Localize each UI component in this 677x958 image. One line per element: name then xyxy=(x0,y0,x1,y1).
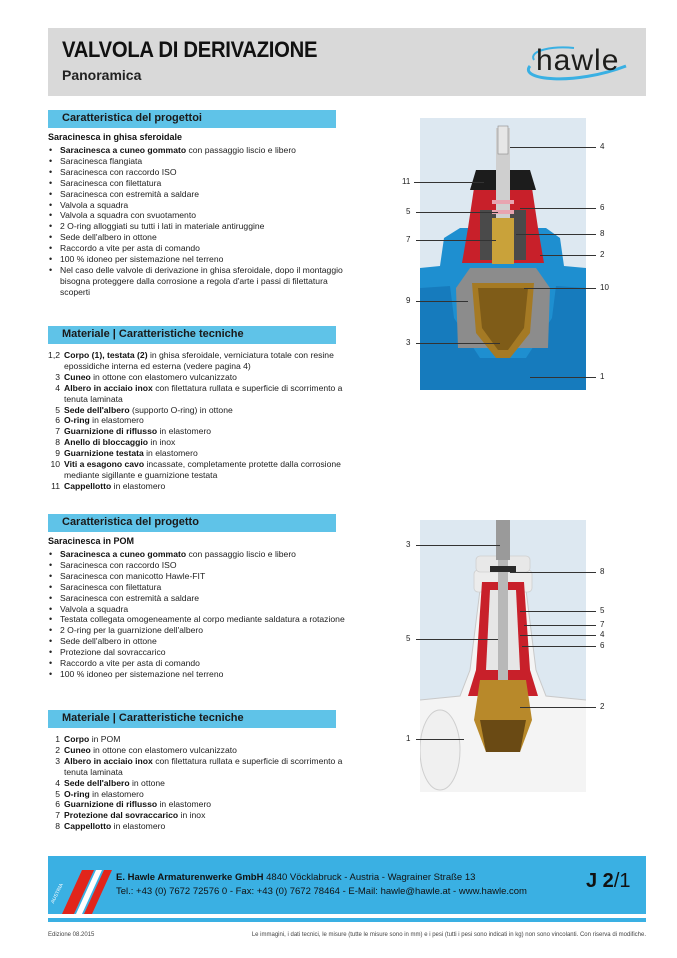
list-item xyxy=(48,669,348,680)
item-text: in ottone con elastomero vulcanizzato xyxy=(90,371,237,382)
item-number: 6 xyxy=(55,799,60,810)
list-item xyxy=(48,189,348,200)
list-item-text: Saracinesca con filettatura xyxy=(60,177,162,188)
list-item xyxy=(48,571,348,582)
callout-1: 1 xyxy=(406,734,411,743)
callout-line xyxy=(520,611,596,612)
list-item xyxy=(48,232,348,243)
callout-line xyxy=(516,234,596,235)
section-heading-text: Caratteristica del progettoi xyxy=(62,112,202,124)
section-heading-text: Materiale | Caratteristiche tecniche xyxy=(62,328,244,340)
list-item-text: 100 % idoneo per sistemazione nel terreno xyxy=(60,668,224,679)
item-bold: Sede dell'albero xyxy=(64,777,130,788)
list-item-text: 2 O-ring per la guarnizione dell'albero xyxy=(60,625,204,636)
numbered-item xyxy=(48,799,348,810)
list-item-text: Sede dell'albero in ottone xyxy=(60,232,157,243)
item-bold: Cuneo xyxy=(64,371,91,382)
list-item-text: Valvola a squadra con svuotamento xyxy=(60,210,196,221)
company-name: E. Hawle Armaturenwerke GmbH xyxy=(116,872,264,883)
item-text: con filettatura rullata e superficie di scorrimento a tenuta laminata xyxy=(64,755,343,777)
callout-5: 5 xyxy=(406,207,411,216)
numbered-item xyxy=(48,778,348,789)
numbered-item xyxy=(48,821,348,832)
numbered-item xyxy=(48,437,348,448)
numbered-item xyxy=(48,405,348,416)
logo-text: hawle xyxy=(536,44,620,77)
list-item xyxy=(48,593,348,604)
item-text: in ghisa sferoidale, verniciatura totale con resine epossidiche interna ed esterna (vedere pagina 4) xyxy=(64,350,334,371)
item-bold: Sede dell'albero xyxy=(64,404,130,415)
list-item xyxy=(48,604,348,615)
item-bold: Guarnizione testata xyxy=(64,448,144,459)
item-bold: Corpo (1), testata (2) xyxy=(64,350,148,360)
item-text: in elastomero xyxy=(157,799,212,810)
item-number: 5 xyxy=(55,404,60,415)
section-subtitle: Saracinesca in ghisa sferoidale xyxy=(48,132,183,142)
callout-line xyxy=(416,639,498,640)
callout-line xyxy=(540,255,596,256)
item-bold: Cappellotto xyxy=(64,480,112,491)
callout-11: 11 xyxy=(402,177,411,186)
callout-line xyxy=(510,572,596,573)
item-number: 6 xyxy=(55,415,60,426)
list-item xyxy=(48,156,348,167)
list-item xyxy=(48,221,348,232)
company-address: 4840 Vöcklabruck - Austria - Wagrainer Straße 13 xyxy=(263,872,476,883)
item-number: 3 xyxy=(55,755,60,766)
item-bold: Protezione dal sovraccarico xyxy=(64,810,179,821)
list-item xyxy=(48,647,348,658)
valve-cutaway-image-pom xyxy=(420,520,586,792)
list-item xyxy=(48,254,348,265)
hawle-logo xyxy=(514,38,634,88)
callout-4: 4 xyxy=(600,142,605,151)
item-text: in POM xyxy=(89,734,121,744)
callout-line xyxy=(524,625,596,626)
callout-2: 2 xyxy=(600,250,605,259)
list-item-text: Nel caso delle valvole di derivazione in ghisa sferoidale, dopo il montaggio bisogna proteggere dalla corrosione a regola d'arte i passi di filettatura scoperti xyxy=(60,264,343,297)
item-text: in elastomero xyxy=(89,415,144,426)
item-text: con filettatura rullata e superficie di scorrimento a tenuta laminata xyxy=(64,382,343,404)
list-item-text: con passaggio liscio e libero xyxy=(186,145,296,155)
numbered-item xyxy=(48,734,348,745)
callout-10: 10 xyxy=(600,283,609,292)
list-item xyxy=(48,582,348,593)
section-heading-design-1 xyxy=(48,110,336,128)
list-item-text: Saracinesca con filettatura xyxy=(60,581,162,592)
list-item xyxy=(48,243,348,254)
features-list-ductile xyxy=(48,145,348,298)
list-item-text: Raccordo a vite per asta di comando xyxy=(60,243,200,254)
list-item-text: Testata collegata omogeneamente al corpo mediante saldatura a rotazione xyxy=(60,614,345,625)
item-number: 9 xyxy=(55,448,60,459)
item-number: 7 xyxy=(55,810,60,821)
callout-7: 7 xyxy=(406,235,411,244)
callout-line xyxy=(416,545,500,546)
item-bold: Cuneo xyxy=(64,744,91,755)
numbered-item xyxy=(48,745,348,756)
section-heading-material-1 xyxy=(48,326,336,344)
list-item xyxy=(48,210,348,221)
list-item xyxy=(48,614,348,625)
callout-1: 1 xyxy=(600,372,605,381)
list-item xyxy=(48,625,348,636)
callout-9: 9 xyxy=(406,296,411,305)
footer-bar xyxy=(48,856,646,914)
item-number: 1,2 xyxy=(48,350,60,360)
numbered-item xyxy=(48,350,348,372)
page-code-bold: J 2 xyxy=(586,870,614,892)
page-header xyxy=(48,28,646,96)
list-item-text: Saracinesca flangiata xyxy=(60,155,143,166)
list-item-bold: Saracinesca a cuneo gommato xyxy=(60,549,187,559)
list-item xyxy=(48,549,348,560)
item-number: 3 xyxy=(55,371,60,382)
list-item xyxy=(48,178,348,189)
list-item xyxy=(48,560,348,571)
numbered-item xyxy=(48,415,348,426)
callout-5: 5 xyxy=(600,606,605,615)
edition-text: Edizione 08.2015 xyxy=(48,932,95,938)
list-item-text: Saracinesca con manicotto Hawle-FIT xyxy=(60,570,206,581)
list-item xyxy=(48,167,348,178)
item-number: 8 xyxy=(55,437,60,448)
footer-contacts: Tel.: +43 (0) 7672 72576 0 - Fax: +43 (0) 7672 78464 - E-Mail: hawle@hawle.at - www.hawle.com xyxy=(116,886,527,897)
item-bold: Guarnizione di riflusso xyxy=(64,799,158,810)
austria-badge: AUSTRIA xyxy=(50,882,65,905)
list-item xyxy=(48,658,348,669)
item-number: 2 xyxy=(55,744,60,755)
numbered-item xyxy=(48,383,348,405)
callout-line xyxy=(416,343,500,344)
callout-line xyxy=(520,707,596,708)
list-item xyxy=(48,636,348,647)
callout-line xyxy=(510,147,596,148)
numbered-item xyxy=(48,459,348,481)
list-item-text: Saracinesca con estremità a saldare xyxy=(60,188,200,199)
footer-company-line xyxy=(116,872,475,883)
callout-line xyxy=(520,635,596,636)
item-number: 7 xyxy=(55,426,60,437)
callout-3: 3 xyxy=(406,540,411,549)
page-code-rest: /1 xyxy=(613,870,631,892)
callout-8: 8 xyxy=(600,567,605,576)
features-list-pom xyxy=(48,549,348,680)
item-bold: O-ring xyxy=(64,788,90,799)
page-title: VALVOLA DI DERIVAZIONE xyxy=(62,37,318,62)
item-bold: Albero in acciaio inox xyxy=(64,382,153,393)
list-item-text: Saracinesca con raccordo ISO xyxy=(60,166,177,177)
callout-6: 6 xyxy=(600,641,605,650)
item-text: in inox xyxy=(178,810,206,821)
material-list-pom xyxy=(48,734,348,832)
item-text: in elastomero xyxy=(143,448,198,459)
section-heading-text: Materiale | Caratteristiche tecniche xyxy=(62,712,244,724)
item-text: in ottone con elastomero vulcanizzato xyxy=(90,744,237,755)
list-item-text: Raccordo a vite per asta di comando xyxy=(60,658,200,669)
numbered-item xyxy=(48,448,348,459)
callout-2: 2 xyxy=(600,702,605,711)
list-item xyxy=(48,265,348,298)
callout-4: 4 xyxy=(600,630,605,639)
callout-line xyxy=(520,208,596,209)
list-item-bold: Saracinesca a cuneo gommato xyxy=(60,145,187,155)
item-text: in ottone xyxy=(129,777,165,788)
callout-line xyxy=(530,377,596,378)
material-list-ductile xyxy=(48,350,348,492)
list-item-text: Saracinesca con estremità a saldare xyxy=(60,592,200,603)
callout-line xyxy=(522,646,596,647)
page-code xyxy=(586,870,631,893)
callout-line xyxy=(524,288,596,289)
item-bold: Albero in acciaio inox xyxy=(64,755,153,766)
item-number: 5 xyxy=(55,788,60,799)
numbered-item xyxy=(48,810,348,821)
list-item-text: Protezione dal sovraccarico xyxy=(60,647,166,658)
list-item-text: Valvola a squadra xyxy=(60,199,129,210)
item-number: 10 xyxy=(50,459,60,470)
disclaimer-text: Le immagini, i dati tecnici, le misure (tutte le misure sono in mm) e i pesi (tutti i pesi sono indicati in kg) non sono vincolanti. Con riserva di modifiche. xyxy=(251,932,646,938)
valve-cutaway-image-ductile xyxy=(420,118,586,390)
callout-line xyxy=(416,212,498,213)
list-item xyxy=(48,200,348,211)
item-bold: Anello di bloccaggio xyxy=(64,437,149,448)
item-number: 8 xyxy=(55,821,60,832)
callout-line xyxy=(416,240,496,241)
numbered-item xyxy=(48,789,348,800)
list-item-text: Valvola a squadra xyxy=(60,603,129,614)
item-bold: O-ring xyxy=(64,415,90,426)
list-item-text: 100 % idoneo per sistemazione nel terreno xyxy=(60,254,224,265)
callout-line xyxy=(414,182,484,183)
numbered-item xyxy=(48,481,348,492)
footer-rule xyxy=(48,918,646,922)
item-text: in inox xyxy=(148,437,176,448)
numbered-item xyxy=(48,426,348,437)
item-text: (supporto O-ring) in ottone xyxy=(129,404,233,415)
section-heading-design-2 xyxy=(48,514,336,532)
item-text: in elastomero xyxy=(89,788,144,799)
item-bold: Viti a esagono cavo xyxy=(64,459,145,470)
item-text: in elastomero xyxy=(157,426,212,437)
item-bold: Corpo xyxy=(64,734,90,744)
item-text: in elastomero xyxy=(111,821,166,832)
item-text: in elastomero xyxy=(111,480,166,491)
callout-8: 8 xyxy=(600,229,605,238)
list-item-text: 2 O-ring alloggiati su tutti i lati in materiale antiruggine xyxy=(60,221,265,232)
numbered-item xyxy=(48,372,348,383)
item-bold: Cappellotto xyxy=(64,821,112,832)
item-number: 4 xyxy=(55,777,60,788)
callout-6: 6 xyxy=(600,203,605,212)
callout-line xyxy=(416,301,468,302)
callout-7: 7 xyxy=(600,620,605,629)
item-number: 4 xyxy=(55,382,60,393)
callout-5: 5 xyxy=(406,634,411,643)
list-item xyxy=(48,145,348,156)
list-item-text: Sede dell'albero in ottone xyxy=(60,636,157,647)
list-item-text: Saracinesca con raccordo ISO xyxy=(60,559,177,570)
item-number: 11 xyxy=(51,480,60,491)
list-item-text: con passaggio liscio e libero xyxy=(186,549,296,559)
page-subtitle: Panoramica xyxy=(62,67,142,83)
section-heading-text: Caratteristica del progetto xyxy=(62,516,199,528)
section-heading-material-2 xyxy=(48,710,336,728)
callout-3: 3 xyxy=(406,338,411,347)
item-bold: Guarnizione di riflusso xyxy=(64,426,158,437)
section-subtitle: Saracinesca in POM xyxy=(48,536,135,546)
numbered-item xyxy=(48,756,348,778)
callout-line xyxy=(416,739,464,740)
item-text: incassate, completamente protette dalla corrosione mediante sigillante e guarnizione testata xyxy=(64,459,341,480)
item-number: 1 xyxy=(55,734,60,744)
